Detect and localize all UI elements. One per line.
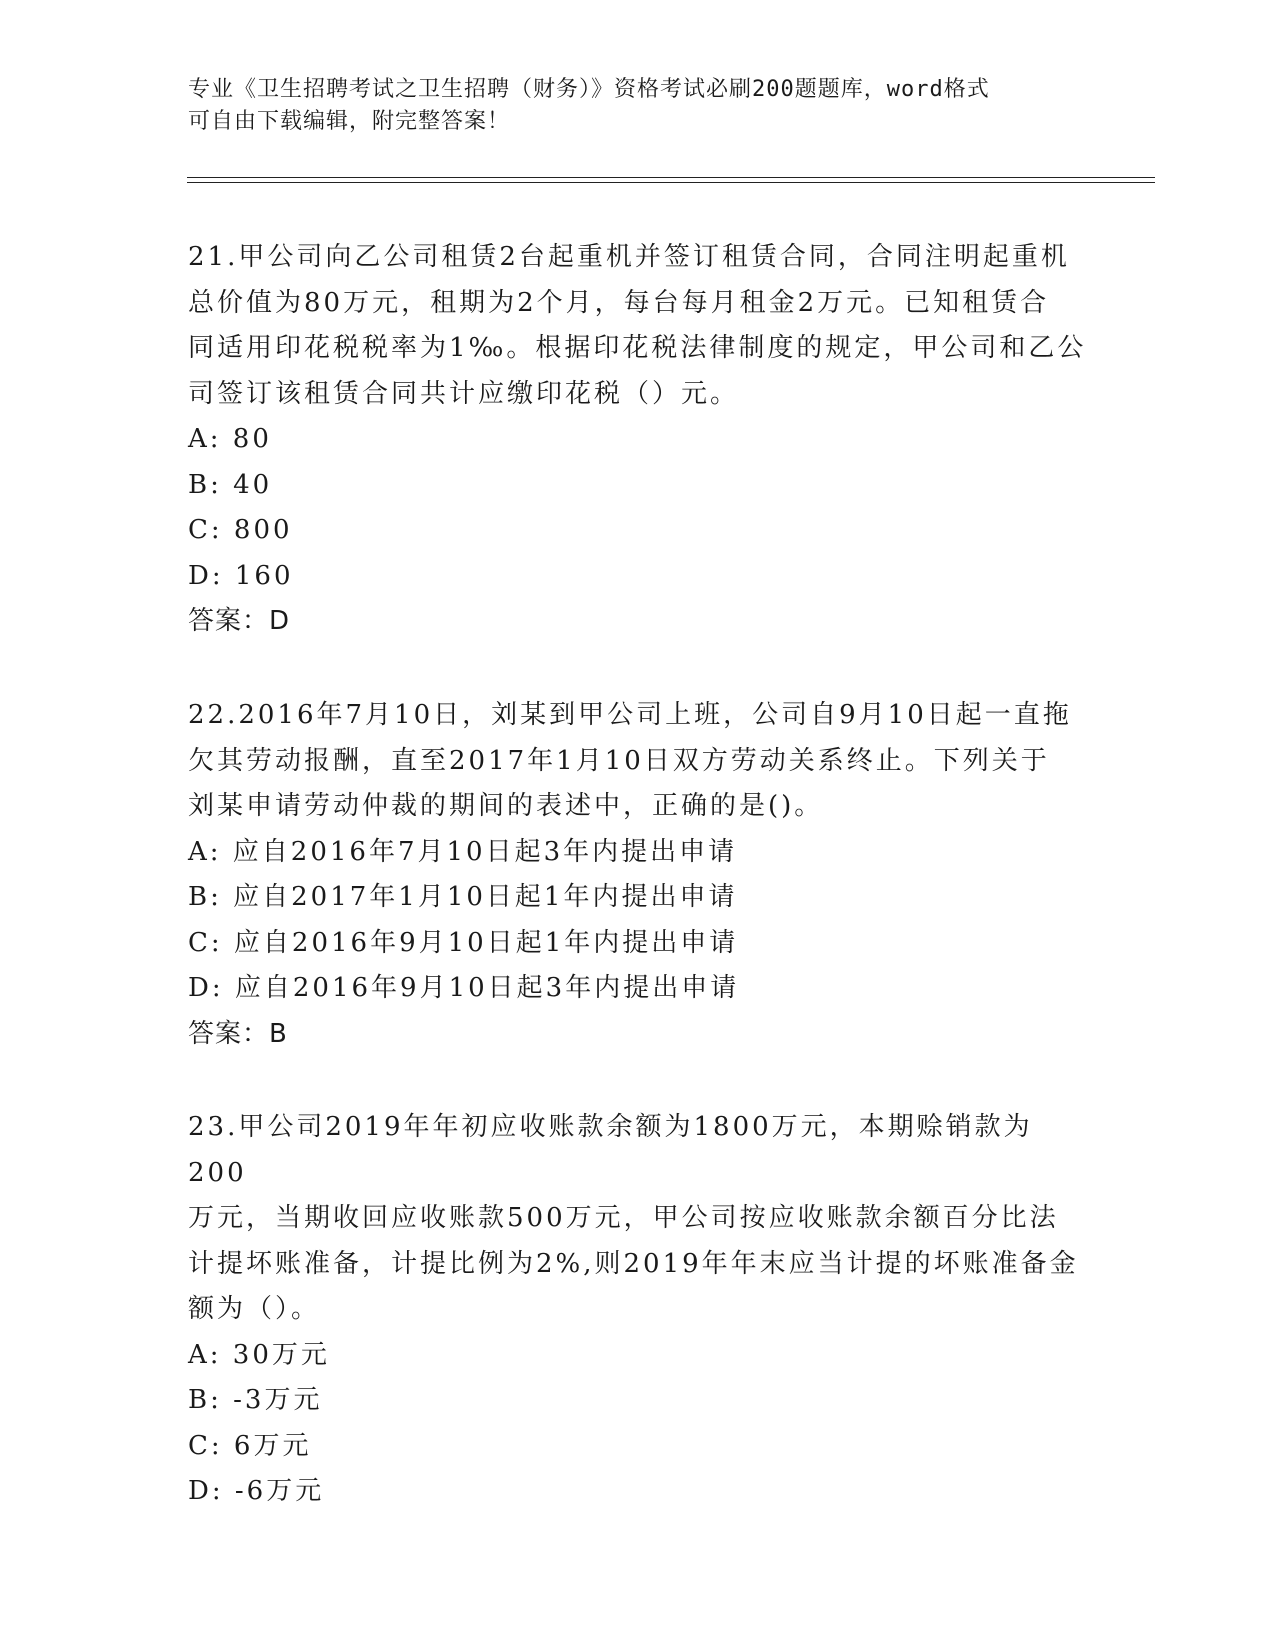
option-b: B: -3万元	[188, 1385, 323, 1415]
option-c: C: 应自2016年9月10日起1年内提出申请	[188, 927, 739, 958]
option-c: C: 6万元	[188, 1430, 312, 1461]
option-a: A: 应自2016年7月10日起3年内提出申请	[188, 836, 738, 867]
header-line-1: 专业《卫生招聘考试之卫生招聘（财务）》资格考试必刷200题题库，word格式	[188, 77, 990, 102]
option-d: D: -6万元	[188, 1476, 325, 1506]
question-line: 欠其劳动报酬，直至2017年1月10日双方劳动关系终止。下列关于	[188, 745, 1050, 776]
answer: 答案：D	[188, 606, 291, 636]
question-21	[188, 235, 1088, 645]
option-a: A: 30万元	[188, 1339, 330, 1370]
header-line-2: 可自由下载编辑，附完整答案！	[188, 109, 511, 134]
document-header	[188, 74, 1068, 138]
option-d: D: 应自2016年9月10日起3年内提出申请	[188, 973, 740, 1003]
question-line: 22.2016年7月10日，刘某到甲公司上班，公司自9月10日起一直拖	[188, 700, 1072, 730]
answer: 答案：B	[188, 1018, 288, 1049]
question-line: 计提坏账准备，计提比例为2%,则2019年年末应当计提的坏账准备金	[188, 1248, 1079, 1279]
question-line: 万元，当期收回应收账款500万元，甲公司按应收账款余额百分比法	[188, 1203, 1059, 1233]
option-c: C: 800	[188, 515, 293, 545]
question-line: 司签订该租赁合同共计应缴印花税（）元。	[188, 378, 740, 409]
option-b: B: 40	[188, 469, 273, 500]
question-line: 21.甲公司向乙公司租赁2台起重机并签订租赁合同，合同注明起重机	[188, 242, 1070, 272]
question-23	[188, 1105, 1088, 1515]
option-b: B: 应自2017年1月10日起1年内提出申请	[188, 882, 738, 912]
option-a: A: 80	[188, 424, 272, 454]
question-line: 同适用印花税税率为1‰。根据印花税法律制度的规定，甲公司和乙公	[188, 333, 1087, 363]
header-divider-top	[187, 177, 1155, 178]
question-22	[188, 693, 1088, 1057]
question-line: 23.甲公司2019年年初应收账款余额为1800万元，本期赊销款为200	[188, 1112, 1033, 1188]
question-line: 刘某申请劳动仲裁的期间的表述中，正确的是()。	[188, 791, 824, 821]
question-line: 额为（）。	[188, 1294, 321, 1324]
header-divider-bottom	[187, 182, 1155, 183]
option-d: D: 160	[188, 560, 294, 591]
question-line: 总价值为80万元，租期为2个月，每台每月租金2万元。已知租赁合	[188, 287, 1050, 318]
